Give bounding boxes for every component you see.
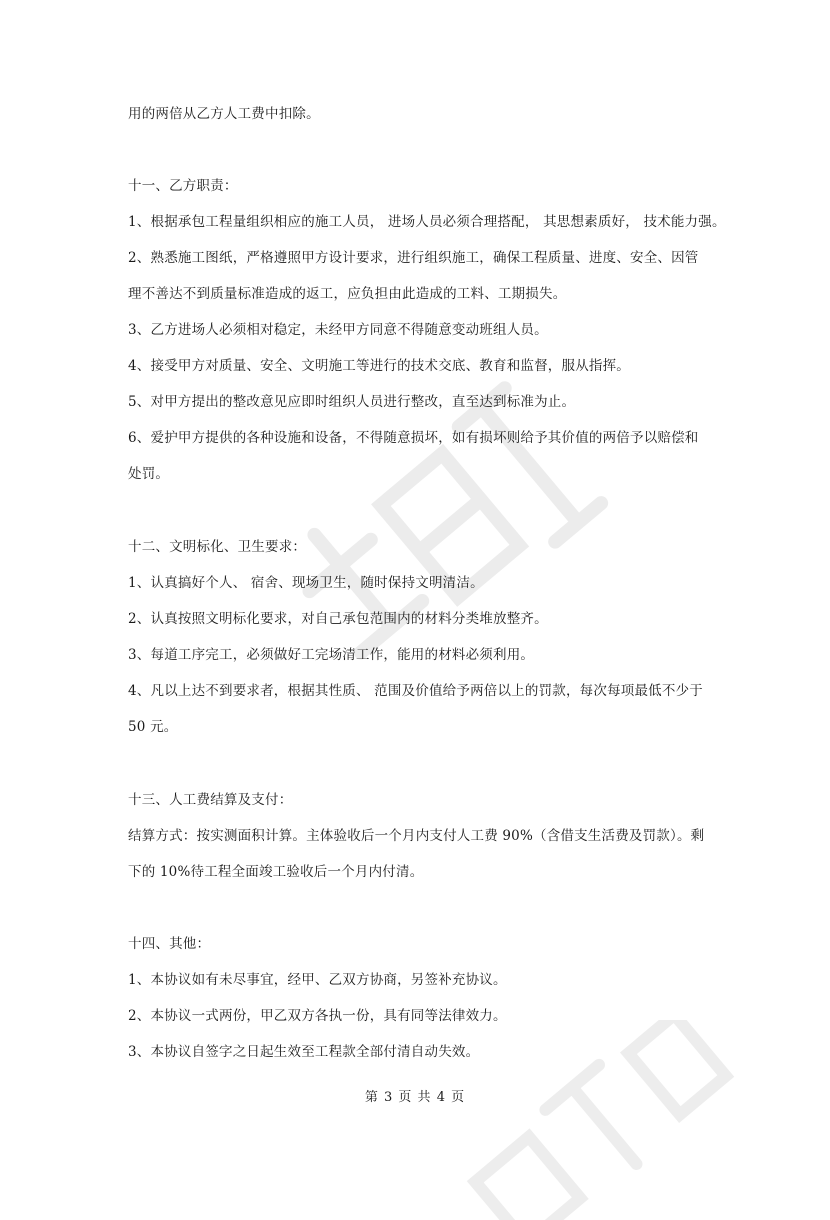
- section-heading-14: 十四、其他：: [128, 936, 211, 952]
- text-line: 3、本协议自签字之日起生效至工程款全部付清自动失效。: [128, 1044, 480, 1060]
- text-line: 1、认真搞好个人、 宿舍、现场卫生，随时保持文明清洁。: [128, 575, 484, 591]
- text-line: 理不善达不到质量标准造成的返工，应负担由此造成的工料、工期损失。: [128, 286, 567, 302]
- watermark-logo: [260, 300, 620, 820]
- text-line: 下的 10%待工程全面竣工验收后一个月内付清。: [128, 864, 424, 880]
- section-heading-11: 十一、乙方职责：: [128, 178, 238, 194]
- section-heading-12: 十二、文明标化、卫生要求：: [128, 539, 307, 555]
- text-line: 50 元。: [128, 719, 178, 735]
- page-footer: 第 3 页 共 4 页: [364, 1090, 466, 1105]
- text-line: 1、本协议如有未尽事宜，经甲、乙双方协商，另签补充协议。: [128, 972, 507, 988]
- text-line: 2、认真按照文明标化要求，对自己承包范围内的材料分类堆放整齐。: [128, 611, 548, 627]
- text-line: 处罚。: [128, 466, 170, 482]
- text-line: 3、每道工序完工，必须做好工完场清工作，能用的材料必须利用。: [128, 647, 535, 663]
- text-line: 3、乙方进场人必须相对稳定，未经甲方同意不得随意变动班组人员。: [128, 322, 548, 338]
- section-heading-13: 十三、人工费结算及支付：: [128, 792, 293, 808]
- text-line: 1、根据承包工程量组织相应的施工人员， 进场人员必须合理搭配， 其思想素质好， 技术能力强。: [128, 214, 726, 230]
- text-line: 2、熟悉施工图纸，严格遵照甲方设计要求，进行组织施工，确保工程质量、进度、安全、因管: [128, 250, 699, 266]
- text-line: 结算方式：按实测面积计算。主体验收后一个月内支付人工费 90%（含借支生活费及罚款）。剩: [128, 828, 705, 844]
- text-line: 4、接受甲方对质量、安全、文明施工等进行的技术交底、教育和监督，服从指挥。: [128, 358, 630, 374]
- text-line: 6、爱护甲方提供的各种设施和设备，不得随意损坏，如有损坏则给予其价值的两倍予以赔偿和: [128, 430, 699, 446]
- text-line: 4、凡以上达不到要求者，根据其性质、 范围及价值给予两倍以上的罚款，每次每项最低不少于: [128, 683, 703, 699]
- text-line: 2、本协议一式两份，甲乙双方各执一份，具有同等法律效力。: [128, 1008, 507, 1024]
- text-line: 用的两倍从乙方人工费中扣除。: [128, 106, 320, 122]
- text-line: 5、对甲方提出的整改意见应即时组织人员进行整改，直至达到标准为止。: [128, 394, 576, 410]
